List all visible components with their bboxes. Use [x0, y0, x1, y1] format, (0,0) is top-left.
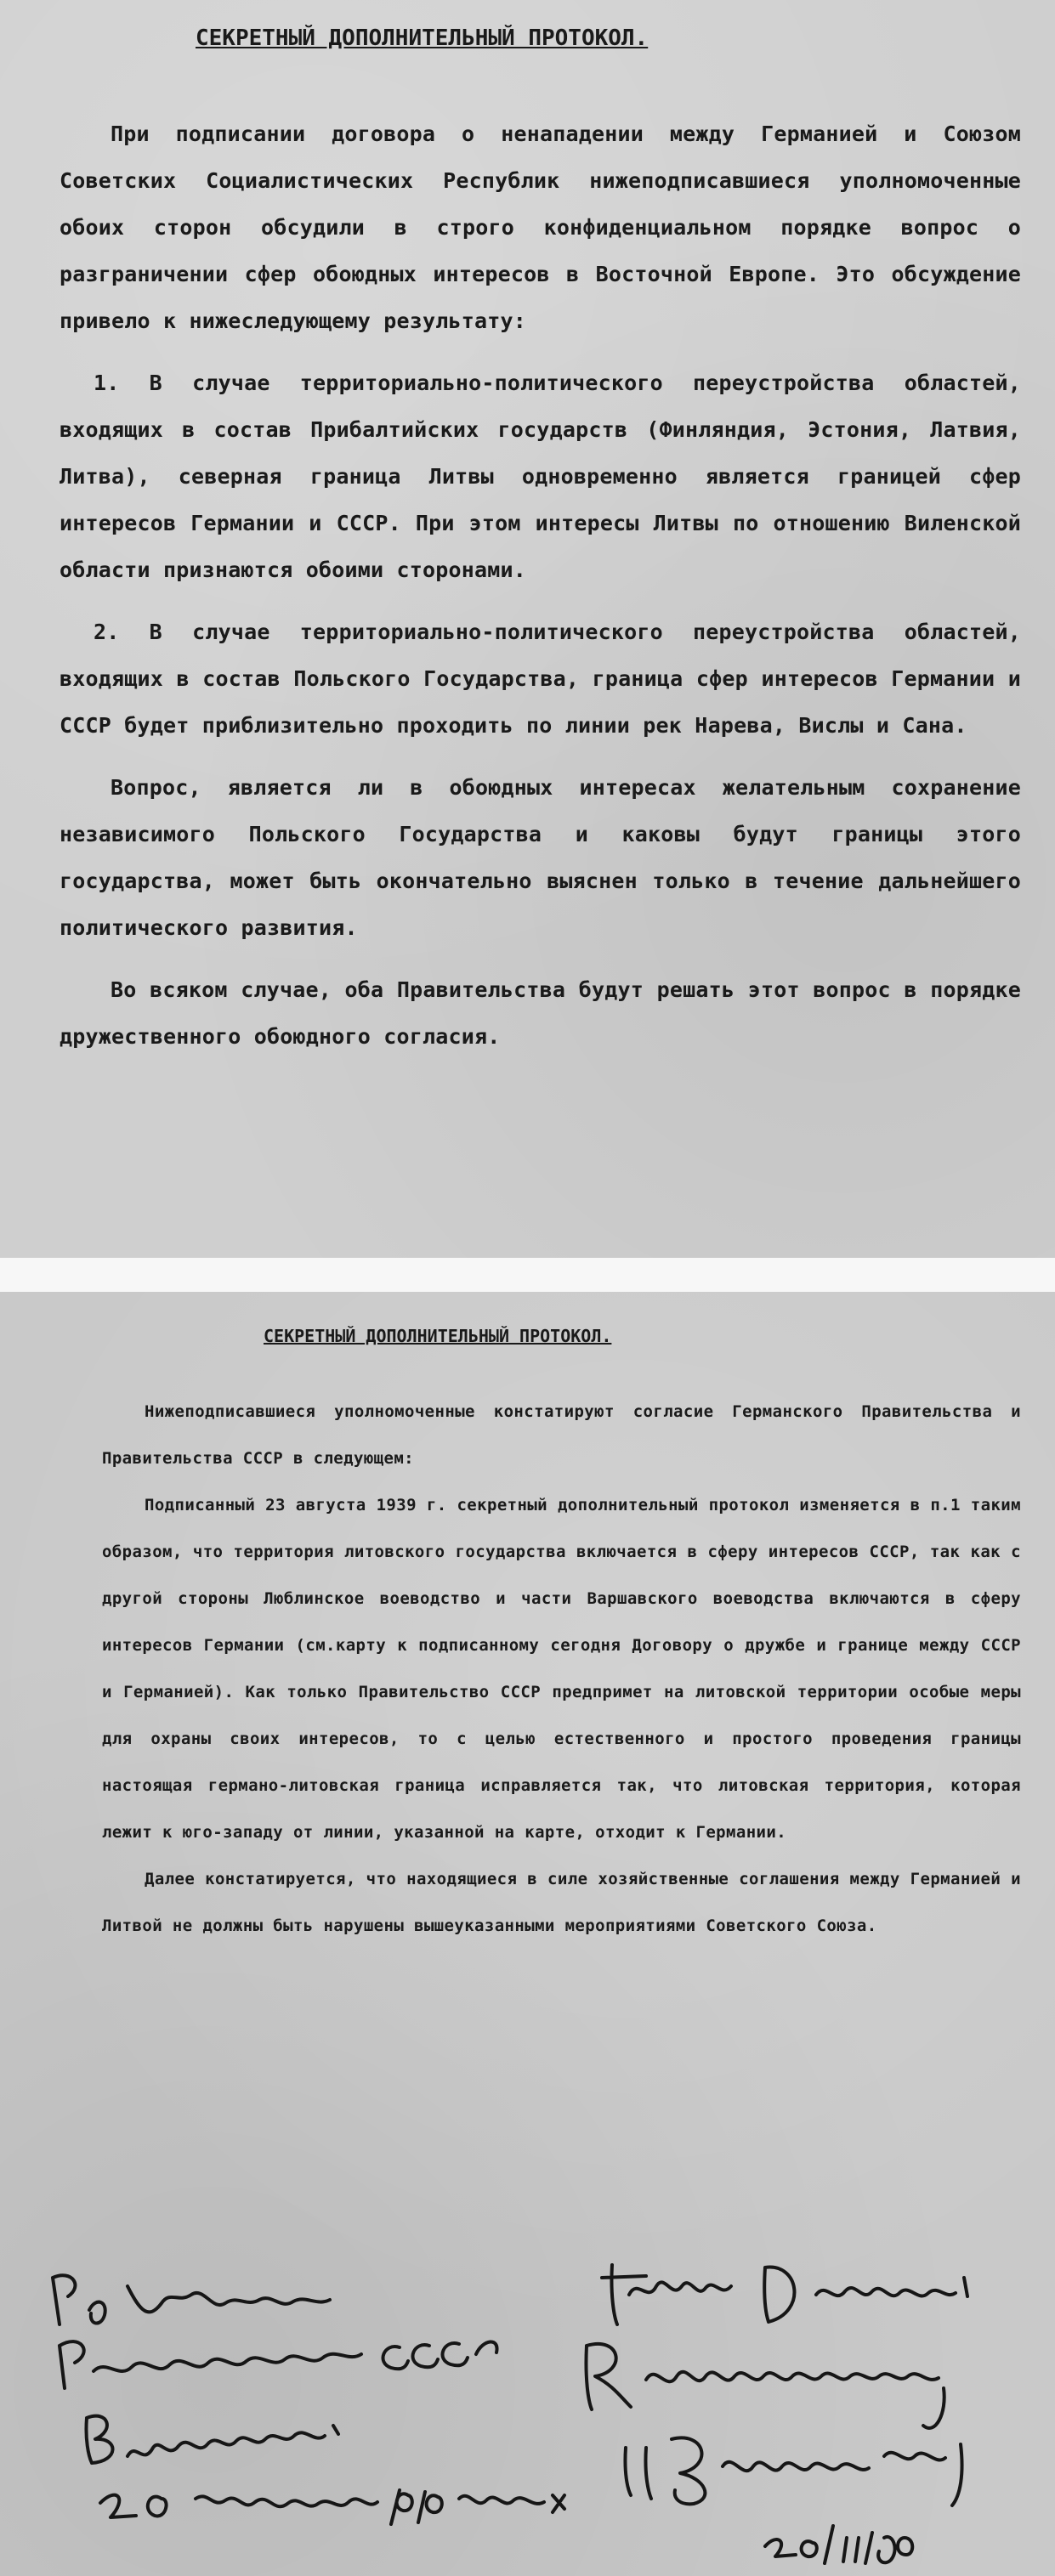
protocol-1-clause-1: 1. В случае территориально-политического переустройства областей, входящих в состав Прибалтийских государств (Финляндия, Эстония, Латвия, Литва), северная граница Литвы одновременно является границей сфер интересов Германии и СССР. При этом интересы Литвы по отношению Виленской области признаются обоими сторонами.: [60, 371, 1021, 582]
signature-right-line-3: [625, 2437, 961, 2505]
signature-left-line-1: [53, 2275, 330, 2324]
protocol-2-economic-clause: Далее констатируется, что находящиеся в силе хозяйственные соглашения между Германией и Литвой не должны быть нарушены вышеуказанными мероприятиями Советского Союза.: [102, 1870, 1021, 1935]
signature-right-line-1: [602, 2265, 967, 2324]
protocol-page-1: [0, 0, 1055, 1258]
signature-left-line-3: [86, 2416, 338, 2463]
signature-left-date: [100, 2490, 564, 2524]
page-gap: [0, 1258, 1055, 1292]
signature-left-line-2: [60, 2341, 497, 2388]
protocol-2-amendment: Подписанный 23 августа 1939 г. секретный дополнительный протокол изменяется в п.1 таким образом, что территория литовского государства включается в сферу интересов СССР, так как с другой стороны Люблинское воеводство и части Варшавского воеводства включаются в сферу интересов Германии (см.карту к подписанному сегодня Договору о дружбе и границе между СССР и Германией). Как только Правительство СССР предпримет на литовской территории особые меры для охраны своих интересов, то с целью естественного и простого проведения границы настоящая германо-литовская граница исправляется так, что литовская территория, которая лежит к юго-западу от линии, указанной на карте, отходит к Германии.: [102, 1496, 1021, 1842]
signature-area: [0, 2244, 1055, 2576]
protocol-1-clause-2: 2. В случае территориально-политического переустройства областей, входящих в состав Польского Государства, граница сфер интересов Германии и СССР будет приблизительно проходить по линии рек Нарева, Вислы и Сана.: [60, 620, 1021, 738]
signature-right-date: [765, 2526, 912, 2563]
protocol-2-title: СЕКРЕТНЫЙ ДОПОЛНИТЕЛЬНЫЙ ПРОТОКОЛ.: [264, 1326, 612, 1346]
protocol-2-preamble: Нижеподписавшиеся уполномоченные констатируют согласие Германского Правительства и Правительства СССР в следующем:: [102, 1402, 1021, 1468]
protocol-1-title: СЕКРЕТНЫЙ ДОПОЛНИТЕЛЬНЫЙ ПРОТОКОЛ.: [196, 25, 649, 51]
signature-right-line-2: [586, 2344, 944, 2428]
protocol-1-paragraph-agreement: Во всяком случае, оба Правительства будут решать этот вопрос в порядке дружественного обоюдного согласия.: [60, 977, 1021, 1049]
handwritten-signatures: [0, 2244, 1055, 2576]
protocol-1-paragraph-poland: Вопрос, является ли в обоюдных интересах желательным сохранение независимого Польского Государства и каковы будут границы этого государства, может быть окончательно выяснен только в течение дальнейшего политического развития.: [60, 775, 1021, 940]
protocol-1-preamble: При подписании договора о ненападении между Германией и Союзом Советских Социалистических Республик нижеподписавшиеся уполномоченные обоих сторон обсудили в строго конфиденциальном порядке вопрос о разграничении сфер обоюдных интересов в Восточной Европе. Это обсуждение привело к нижеследующему результату:: [60, 122, 1021, 333]
